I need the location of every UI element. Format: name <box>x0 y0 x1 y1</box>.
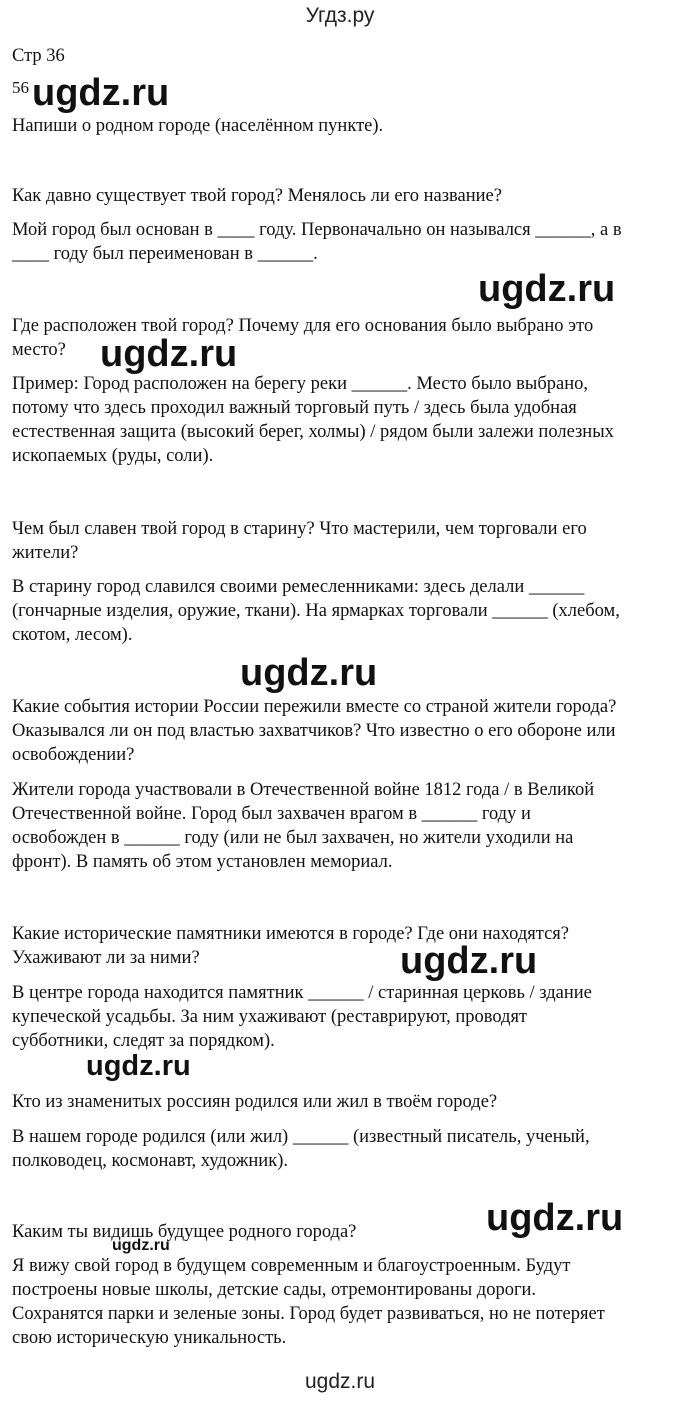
question-5-line-2: Ухаживают ли за ними? <box>12 948 200 968</box>
site-footer: ugdz.ru <box>304 1370 376 1393</box>
answer-4-line-4: фронт). В память об этом установлен мемориал. <box>12 852 393 872</box>
watermark: ugdz.ru <box>478 268 616 310</box>
question-6: Кто из знаменитых россиян родился или жил в твоём городе? <box>12 1092 498 1112</box>
answer-2-line-1: Пример: Город расположен на берегу реки ______. Место было выбрано, <box>12 374 588 394</box>
answer-5-line-2: купеческой усадьбы. За ним ухаживают (реставрируют, проводят <box>12 1007 528 1027</box>
question-3-line-1: Чем был славен твой город в старину? Что мастерили, чем торговали его <box>12 519 587 539</box>
question-2-line-1: Где расположен твой город? Почему для его основания было выбрано это <box>12 316 594 336</box>
answer-3-line-1: В старину город славился своими ремесленниками: здесь делали ______ <box>12 577 585 597</box>
question-4-line-3: освобождении? <box>12 745 135 765</box>
answer-7-line-1: Я вижу свой город в будущем современным и благоустроенным. Будут <box>12 1256 571 1276</box>
answer-6-line-2: полководец, космонавт, художник). <box>12 1151 288 1171</box>
watermark: ugdz.ru <box>112 1237 170 1254</box>
question-3-line-2: жители? <box>12 543 79 563</box>
question-4-line-2: Оказывался ли он под властью захватчиков? Что известно о его обороне или <box>12 721 616 741</box>
watermark: ugdz.ru <box>400 940 538 982</box>
task-number: 56 <box>12 78 29 97</box>
answer-2-line-4: ископаемых (руды, соли). <box>12 446 214 466</box>
answer-6-line-1: В нашем городе родился (или жил) ______ (известный писатель, ученый, <box>12 1127 590 1147</box>
answer-4-line-3: освобожден в ______ году (или не был захвачен, но жители уходили на <box>12 828 574 848</box>
question-2-line-2: место? <box>12 340 66 360</box>
answer-7-line-4: свою историческую уникальность. <box>12 1328 287 1348</box>
answer-7-line-3: Сохранятся парки и зеленые зоны. Город будет развиваться, но не потеряет <box>12 1304 605 1324</box>
watermark: ugdz.ru <box>100 333 238 375</box>
answer-5-line-3: субботники, следят за порядком). <box>12 1031 275 1051</box>
answer-4-line-2: Отечественной войне. Город был захвачен врагом в ______ году и <box>12 804 531 824</box>
watermark: ugdz.ru <box>240 652 378 694</box>
question-1: Как давно существует твой город? Менялось ли его название? <box>12 186 502 206</box>
site-header: Угдз.ру <box>305 4 375 27</box>
answer-1-line-2: ____ году был переименован в ______. <box>12 244 318 264</box>
task-prompt: Напиши о родном городе (населённом пункте). <box>12 116 384 136</box>
question-7: Каким ты видишь будущее родного города? <box>12 1222 357 1242</box>
answer-2-line-3: естественная защита (высокий берег, холмы) / рядом были залежи полезных <box>12 422 614 442</box>
watermark: ugdz.ru <box>486 1197 624 1239</box>
watermark: ugdz.ru <box>86 1050 191 1082</box>
answer-5-line-1: В центре города находится памятник ______ / старинная церковь / здание <box>12 983 592 1003</box>
answer-2-line-2: потому что здесь проходил важный торговый путь / здесь была удобная <box>12 398 577 418</box>
question-4-line-1: Какие события истории России пережили вместе со страной жители города? <box>12 697 617 717</box>
watermark: ugdz.ru <box>32 72 170 114</box>
answer-7-line-2: построены новые школы, детские сады, отремонтированы дороги. <box>12 1280 537 1300</box>
page-reference: Стр 36 <box>12 46 65 66</box>
answer-3-line-3: скотом, лесом). <box>12 625 133 645</box>
answer-4-line-1: Жители города участвовали в Отечественной войне 1812 года / в Великой <box>12 780 595 800</box>
answer-1-line-1: Мой город был основан в ____ году. Первоначально он назывался ______, а в <box>12 220 622 240</box>
question-5-line-1: Какие исторические памятники имеются в городе? Где они находятся? <box>12 924 570 944</box>
answer-3-line-2: (гончарные изделия, оружие, ткани). На ярмарках торговали ______ (хлебом, <box>12 601 620 621</box>
